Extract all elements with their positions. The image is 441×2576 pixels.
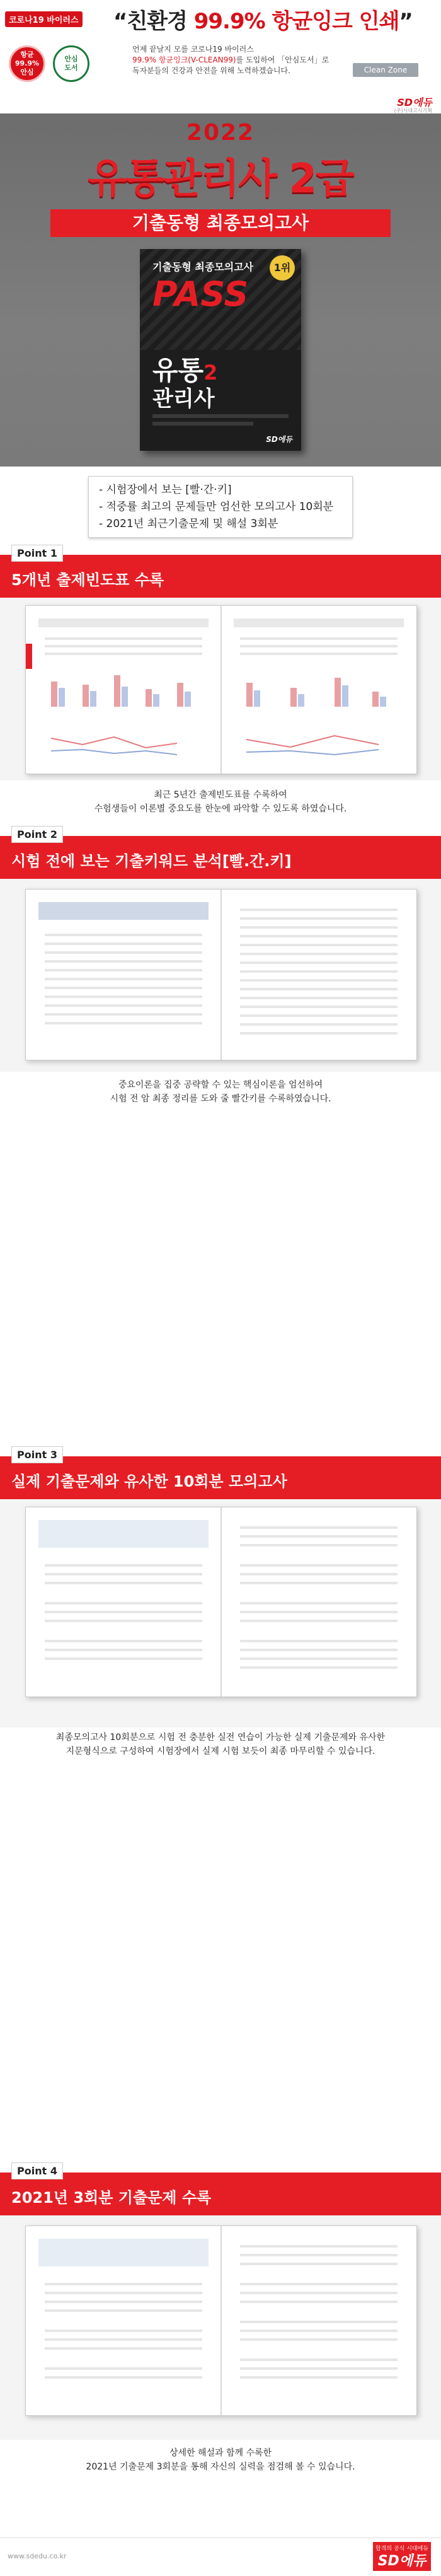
spread-line [45, 2283, 202, 2285]
badge2-line1: 안심 [64, 55, 78, 63]
spread-line [240, 961, 398, 964]
spread-line [240, 2254, 398, 2256]
cover-line [152, 414, 289, 418]
point3-header [0, 1449, 441, 1499]
spread-line [45, 978, 202, 980]
hero-subtitle: 기출동형 최종모의고사 [50, 209, 391, 237]
spread-line [240, 917, 398, 920]
eco-ink-banner [0, 0, 441, 113]
spread-line [240, 1649, 398, 1651]
headline-highlight: 99.9% 항균잉크 인쇄 [193, 9, 399, 34]
spread-line [45, 987, 202, 989]
spread-line [45, 1649, 202, 1651]
point2-caption-line1: 중요이론을 집중 공략할 수 있는 핵심이론을 엄선하여 [118, 1080, 323, 1090]
spread-line [45, 1620, 202, 1622]
spread-line [240, 653, 398, 655]
desc-line2-rest: 를 도입하여 「안심도서」로 [236, 55, 329, 64]
headline-prefix: “친환경 [113, 9, 194, 34]
spread-red-tab [26, 644, 32, 669]
spread-line [45, 1582, 202, 1584]
safe-book-badge-icon [53, 45, 89, 82]
point2-caption-line2: 시험 전 암 최종 정리를 도와 줄 빨간키를 수록하였습니다. [110, 1094, 331, 1104]
point4-caption-line1: 상세한 해설과 함께 수록한 [169, 2448, 272, 2458]
cover-main-title-text: 유통 [152, 355, 204, 386]
sdedu-footer-logo [373, 2542, 431, 2571]
spread-line [240, 1535, 398, 1538]
point4-label: Point 4 [11, 2162, 63, 2179]
point4-header [0, 2165, 441, 2215]
spread-line [240, 970, 398, 973]
desc-line3: 독자분들의 건강과 안전을 위해 노력하겠습니다. [132, 66, 290, 75]
point2-title: 시험 전에 보는 기출키워드 분석[빨.간.키] [11, 852, 292, 870]
spread-line [45, 1564, 202, 1567]
desc-line2-red: 99.9% 항균잉크(V-CLEAN99) [132, 55, 236, 64]
spread-line [45, 995, 202, 998]
spread-bar [38, 2239, 209, 2266]
cover-rank-seal-icon: 1위 [270, 255, 295, 281]
point3-label: Point 3 [11, 1446, 63, 1463]
spread-line [240, 1526, 398, 1529]
point4-title: 2021년 3회분 기출문제 수록 [11, 2189, 212, 2207]
badge1-line1: 항균 [20, 50, 34, 59]
point4-page-spread-image [25, 2225, 417, 2416]
spread-line [45, 2300, 202, 2303]
spread-line [240, 2300, 398, 2303]
point3-caption [0, 1731, 441, 1758]
spread-line [240, 1014, 398, 1017]
point3-title: 실제 기출문제와 유사한 10회분 모의고사 [11, 1473, 287, 1490]
covid-tag: 코로나19 바이러스 [5, 11, 83, 27]
feature-bullet-box [88, 476, 353, 538]
spread-line [240, 1602, 398, 1604]
point1-caption-line2: 수험생들이 이론별 중요도를 한눈에 파악할 수 있도록 하였습니다. [94, 804, 347, 814]
spread-line [240, 1032, 398, 1035]
spread-line [45, 1004, 202, 1007]
spread-line [240, 2292, 398, 2294]
point3-caption-line2: 지문형식으로 구성하여 시험장에서 실제 시험 보듯이 최종 마무리할 수 있습니다. [66, 1746, 375, 1756]
cover-top-title: 기출동형 최종모의고사 [152, 261, 254, 273]
point1-caption-line1: 최근 5년간 출제빈도표를 수록하여 [154, 790, 287, 800]
sdedu-logo-sub: (주)시대고시기획 [394, 108, 432, 113]
spread-line [45, 1611, 202, 1613]
spread-line [45, 1657, 202, 1660]
spread-line [240, 1611, 398, 1613]
spread-line [240, 2367, 398, 2370]
point1-caption [0, 788, 441, 816]
spread-line [45, 1602, 202, 1604]
footer-url[interactable]: www.sdedu.co.kr [8, 2552, 67, 2560]
spread-line [45, 645, 202, 647]
spread-bar [38, 618, 209, 627]
spread-line [240, 953, 398, 955]
spread-line [45, 653, 202, 655]
spread-line [240, 997, 398, 999]
spread-gutter [220, 2226, 222, 2415]
book-cover-image [140, 249, 301, 451]
spread-line [240, 2376, 398, 2379]
spread-line [45, 1573, 202, 1575]
spread-line [240, 1582, 398, 1584]
spread-line [45, 2309, 202, 2312]
point1-label: Point 1 [11, 545, 63, 562]
footer [0, 2538, 441, 2576]
point2-page-spread-image [25, 889, 417, 1060]
spread-line [240, 979, 398, 982]
badge1-line2: 99.9% [14, 59, 40, 67]
point3-caption-line1: 최종모의고사 10회분으로 시험 전 충분한 실전 연습이 가능한 실제 기출문제와 유사한 [55, 1732, 386, 1743]
spread-line [240, 926, 398, 929]
point3-page-spread-image [25, 1507, 417, 1697]
feature-item: - 2021년 최근기출문제 및 해설 3회분 [99, 518, 278, 530]
desc-line2 [132, 55, 334, 66]
spread-line [45, 1640, 202, 1642]
cover-main-title2: 관리사 [152, 386, 215, 412]
cover-brand: SD에듀 [266, 435, 292, 444]
hero-title: 유통관리사 2급 [88, 156, 353, 202]
spread-line [240, 637, 398, 640]
spread-line [45, 1013, 202, 1016]
spread-line [240, 2321, 398, 2323]
spread-line [45, 2329, 202, 2332]
eco-ink-description [132, 44, 334, 76]
desc-line1: 언제 끝날지 모를 코로나19 바이러스 [132, 45, 254, 54]
eco-ink-headline [113, 4, 413, 35]
spread-line [45, 934, 202, 936]
spread-line [45, 637, 202, 640]
spread-line [240, 2358, 398, 2361]
spread-line [45, 2347, 202, 2350]
spread-line [45, 2292, 202, 2294]
spread-line [240, 2329, 398, 2332]
feature-item: - 시험장에서 보는 [빨·간·키] [99, 484, 232, 496]
spread-gutter [220, 1507, 222, 1697]
spread-line [240, 645, 398, 647]
spread-line [45, 2376, 202, 2379]
spread-line [240, 2245, 398, 2248]
sdedu-logo: SD에듀 [397, 96, 432, 108]
spread-line [45, 960, 202, 963]
spread-line [240, 1564, 398, 1567]
spread-bar-graphic [240, 669, 398, 713]
spread-line [45, 969, 202, 972]
spread-line [240, 1544, 398, 1546]
spread-line [240, 1023, 398, 1026]
point2-header [0, 828, 441, 879]
cover-pass-logo: PASS [152, 274, 249, 314]
spread-line [45, 1022, 202, 1024]
spread-line [240, 2338, 398, 2341]
spread-line [240, 2283, 398, 2285]
spread-bar [38, 1520, 209, 1548]
spread-line [240, 1640, 398, 1642]
spread-line-graphic [45, 726, 202, 763]
spread-bar [38, 902, 209, 920]
spread-bar-graphic [45, 669, 202, 713]
spread-line [240, 908, 398, 911]
spread-line [240, 935, 398, 937]
spread-line [45, 2338, 202, 2341]
spread-line [240, 1620, 398, 1622]
cover-line [152, 422, 253, 426]
spread-line [240, 1006, 398, 1008]
point1-title: 5개년 출제빈도표 수록 [11, 571, 164, 589]
spread-line [240, 1573, 398, 1575]
spread-line [240, 988, 398, 990]
spread-gutter [220, 606, 222, 774]
spread-bar [234, 618, 404, 627]
headline-suffix: ” [399, 9, 413, 34]
antibacterial-badge-icon [9, 45, 45, 82]
point2-caption [0, 1078, 441, 1106]
footer-badge-logo: SD에듀 [377, 2553, 427, 2569]
feature-item: - 적중률 최고의 문제들만 엄선한 모의고사 10회분 [99, 501, 334, 513]
point1-page-spread-image [25, 605, 417, 774]
badge1-line3: 안심 [20, 68, 34, 76]
point4-caption [0, 2446, 441, 2474]
spread-line [45, 951, 202, 954]
point2-label: Point 2 [11, 826, 63, 843]
hero-section [0, 113, 441, 467]
badge2-line2: 도서 [64, 64, 78, 72]
spread-line [240, 1666, 398, 1669]
spread-line-graphic [240, 726, 398, 763]
clean-zone-badge: Clean Zone [353, 63, 418, 77]
point4-caption-line2: 2021년 기출문제 3회분을 통해 자신의 실력을 점검해 볼 수 있습니다. [86, 2462, 355, 2472]
spread-line [240, 1657, 398, 1660]
hero-year: 2022 [186, 120, 255, 146]
feature-list [99, 482, 342, 533]
spread-line [240, 2263, 398, 2265]
spread-gutter [220, 890, 222, 1060]
point1-header [0, 547, 441, 598]
spread-line [45, 943, 202, 945]
spread-line [45, 2367, 202, 2370]
cover-main-title-num: 2 [203, 361, 218, 385]
footer-badge-small: 합격의 공식 시대에듀 [375, 2546, 428, 2552]
spread-line [240, 944, 398, 946]
